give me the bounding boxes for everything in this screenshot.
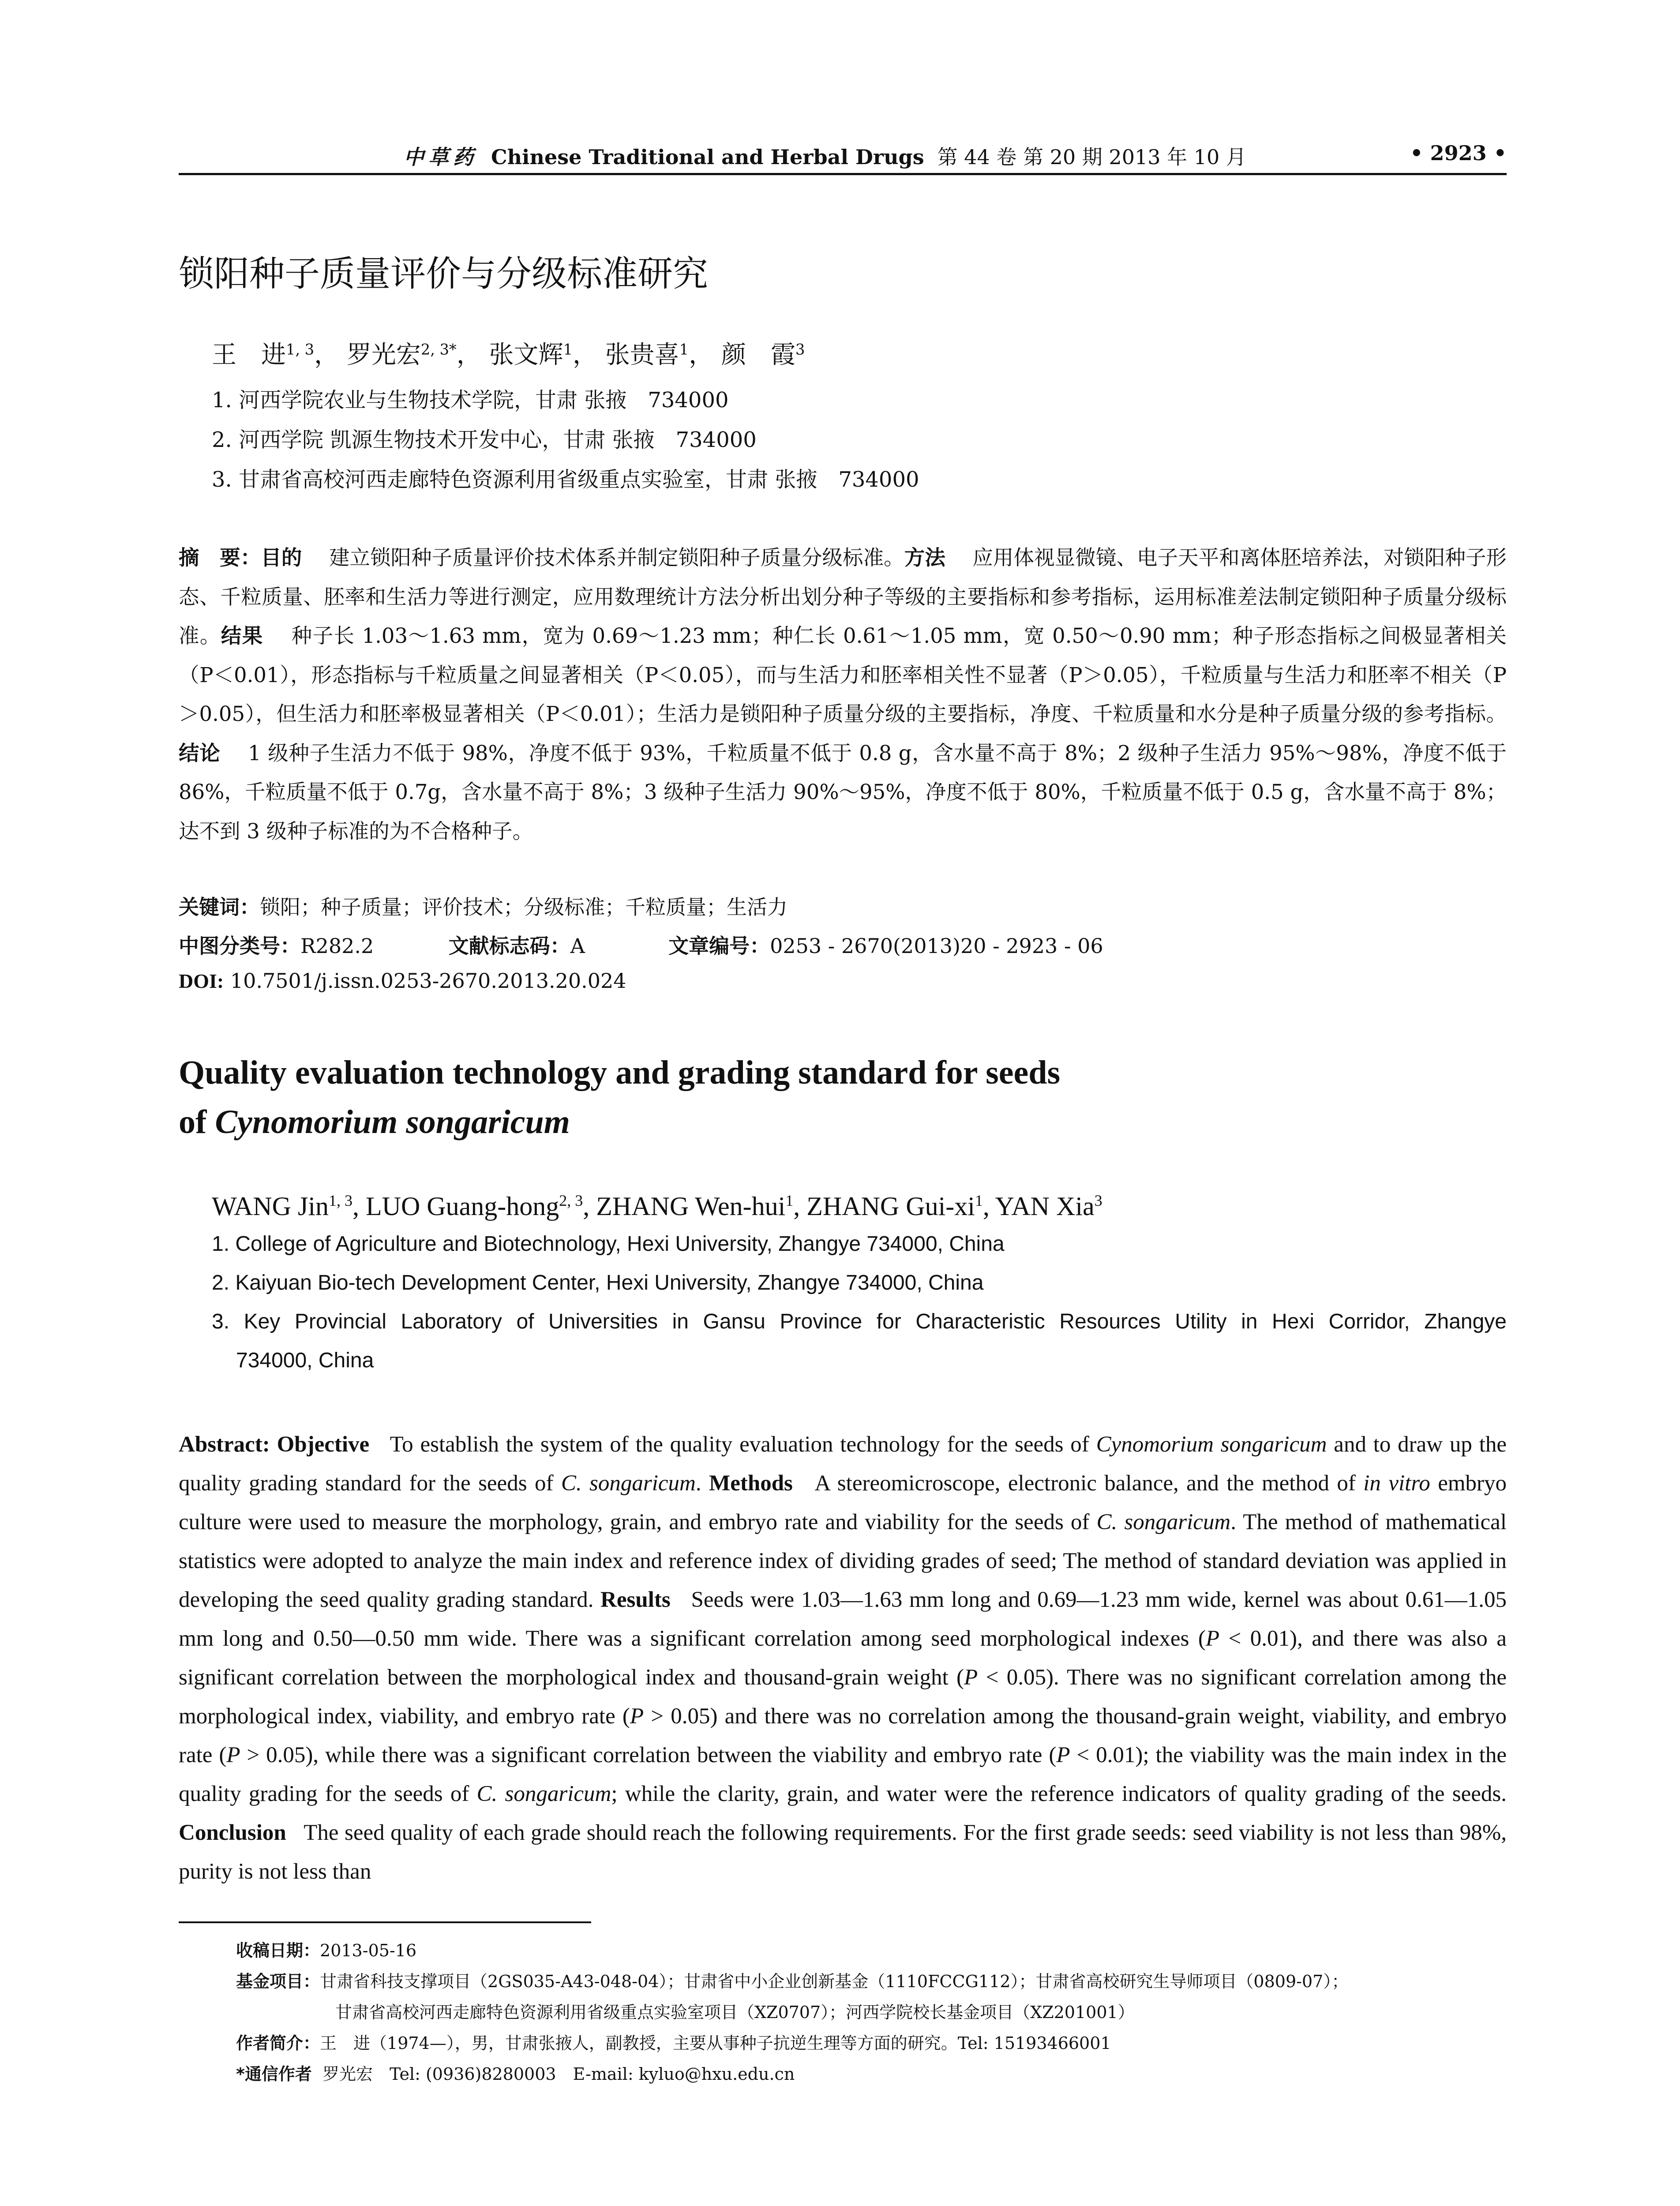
author-sup: 2, 3	[559, 1192, 583, 1209]
author-sup: 1	[563, 341, 573, 358]
conclusion-label-en: Conclusion	[179, 1820, 286, 1845]
doi-value[interactable]: 10.7501/j.issn.0253-2670.2013.20.024	[230, 969, 626, 993]
footnote-rule	[179, 1921, 591, 1923]
affiliation-en-2: 2. Kaiyuan Bio-tech Development Center, Hexi University, Zhangye 734000, China	[212, 1271, 984, 1294]
corresponding-label: *通信作者	[236, 2064, 312, 2084]
received-date: 2013-05-16	[320, 1941, 417, 1960]
author-en: ZHANG Wen-hui	[596, 1192, 786, 1221]
footnote-corresponding	[236, 2060, 795, 2085]
conclusion-label-cn: 结论	[179, 741, 221, 765]
bio-text: 王 进（1974—），男，甘肃张掖人，副教授，主要从事种子抗逆生理等方面的研究。Tel: 15193466001	[320, 2033, 1111, 2053]
abstract-cn-label: 摘 要：	[179, 546, 261, 570]
footnote-bio	[236, 2030, 1111, 2054]
affiliation-cn-2: 2. 河西学院 凯源生物技术开发中心，甘肃 张掖 734000	[212, 428, 757, 452]
author-sup: 3	[795, 341, 805, 358]
author-cn: 王 进	[212, 341, 286, 369]
title-en-line2: of Cynomorium songaricum	[179, 1103, 570, 1141]
journal-name-en: Chinese Traditional and Herbal Drugs	[491, 145, 924, 169]
abstract-en: Abstract: Objective To establish the system of the quality evaluation technology for the seeds of Cynomorium songaricum and to draw up the quality grading standard for the seeds of C. songaricum. Methods A stereomicroscope, electronic balance, and the method of in vitro embryo culture were used to measure the morphology, grain, and embryo rate and viability for the seeds of C. songaricum. The method of mathematical statistics were adopted to analyze the main index and reference index of dividing grades of seed; The method of standard deviation was applied in developing the seed quality grading standard. Results Seeds were 1.03—1.63 mm long and 0.69—1.23 mm wide, kernel was about 0.61—1.05 mm long and 0.50—0.50 mm wide. There was a significant correlation among seed morphological indexes (P < 0.01), and there was also a significant correlation between the morphological index and thousand-grain weight (P < 0.05). There was no significant correlation among the morphological index, viability, and embryo rate (P > 0.05) and there was no correlation among the thousand-grain weight, viability, and embryo rate (P > 0.05), while there was a significant correlation between the viability and embryo rate (P < 0.01); the viability was the main index in the quality grading for the seeds of C. songaricum; while the clarity, grain, and water were the reference indicators of quality grading of the seeds. Conclusion The seed quality of each grade should reach the following requirements. For the first grade seeds: seed viability is not less than 98%, purity is not less than	[179, 1432, 1507, 1884]
title-en	[179, 1048, 1060, 1147]
doi-line	[179, 969, 626, 993]
author-sup: 1, 3	[286, 341, 315, 358]
author-cn: 张文辉	[489, 341, 563, 369]
author-sup: 3	[1094, 1192, 1102, 1209]
page-number: • 2923 •	[1410, 141, 1507, 165]
conclusion-cn: 1 级种子生活力不低于 98%，净度不低于 93%，千粒质量不低于 0.8 g，含水量不高于 8%；2 级种子生活力 95%～98%，净度不低于 86%，千粒质量不低于 0.7g，含水量不高于 8%；3 级种子生活力 90%～95%，净度不低于 80%，千粒质量不低于 0.5 g，含水量不高于 8%；达不到 3 级种子标准的为不合格种子。	[179, 741, 1507, 843]
results-label-en: Results	[600, 1587, 671, 1612]
methods-cn: 应用体视显微镜、电子天平和离体胚培养法，对锁阳种子形态、千粒质量、胚率和生活力等进行测定，应用数理统计方法分析出划分种子等级的主要指标和参考指标，运用标准差法制定锁阳种子质量分级标准。	[179, 546, 1507, 648]
author-en: WANG Jin	[212, 1192, 329, 1221]
footnote-fund	[236, 1968, 1348, 1992]
title-cn: 锁阳种子质量评价与分级标准研究	[179, 253, 708, 294]
author-sup: 1	[975, 1192, 983, 1209]
affiliation-en-1: 1. College of Agriculture and Biotechnology, Hexi University, Zhangye 734000, China	[212, 1232, 1005, 1256]
author-sup: 2, 3*	[420, 341, 457, 358]
fund-text: 甘肃省科技支撑项目（2GS035-A43-048-04）；甘肃省中小企业创新基金（1110FCCG112）；甘肃省高校研究生导师项目（0809-07）；	[320, 1972, 1349, 1991]
objective-label-en: Objective	[277, 1432, 370, 1457]
corresponding-text: 罗光宏 Tel: (0936)8280003 E-mail: kyluo@hxu.edu.cn	[322, 2064, 795, 2084]
bio-label: 作者简介：	[236, 2033, 320, 2053]
keywords-label: 关键词：	[179, 895, 260, 919]
authors-cn: 王 进$^{1, 3}$， 罗光宏$^{2, 3*}$， 张文辉$^1$， 张贵喜$^1$， 颜 霞$^3$	[212, 341, 805, 369]
author-en: ZHANG Gui-xi	[806, 1192, 975, 1221]
journal-page	[179, 0, 1507, 2206]
doc-code-label: 文献标志码：	[448, 934, 570, 958]
affiliation-en-3-cont: 734000, China	[236, 1349, 374, 1372]
affiliation-cn-3: 3. 甘肃省高校河西走廊特色资源利用省级重点实验室，甘肃 张掖 734000	[212, 467, 919, 492]
methods-label-cn: 方法	[904, 546, 945, 570]
received-label: 收稿日期：	[236, 1941, 320, 1960]
doi-label: DOI:	[179, 970, 224, 992]
abstract-cn	[179, 538, 1507, 851]
results-cn: 种子长 1.03～1.63 mm，宽为 0.69～1.23 mm；种仁长 0.61～1.05 mm，宽 0.50～0.90 mm；种子形态指标之间极显著相关（P＜0.01），形态指标与千粒质量之间显著相关（P＜0.05），而与生活力和胚率相关性不显著（P＞0.05），千粒质量与生活力和胚率不相关（P＞0.05），但生活力和胚率极显著相关（P＜0.01）；生活力是锁阳种子质量分级的主要指标，净度、千粒质量和水分是种子质量分级的参考指标。	[179, 624, 1507, 726]
article-number-value: 0253 - 2670(2013)20 - 2923 - 06	[770, 934, 1103, 958]
keywords-value: 锁阳；种子质量；评价技术；分级标准；千粒质量；生活力	[260, 895, 788, 919]
objective-label-cn: 目的	[261, 546, 302, 570]
objective-cn: 建立锁阳种子质量评价技术体系并制定锁阳种子质量分级标准。	[329, 546, 904, 570]
volume-issue: 第 44 卷 第 20 期 2013 年 10 月	[937, 145, 1246, 169]
classification-line	[179, 930, 1103, 959]
results-label-cn: 结果	[221, 624, 263, 648]
keywords	[179, 891, 788, 920]
author-en: YAN Xia	[995, 1192, 1095, 1221]
author-cn: 颜 霞	[721, 341, 795, 369]
clc-label: 中图分类号：	[179, 934, 300, 958]
clc-value: R282.2	[300, 934, 374, 958]
article-number-label: 文章编号：	[668, 934, 770, 958]
author-sup: 1	[679, 341, 689, 358]
affiliation-cn-1: 1. 河西学院农业与生物技术学院，甘肃 张掖 734000	[212, 388, 729, 413]
author-en: LUO Guang-hong	[366, 1192, 559, 1221]
running-header	[179, 141, 1507, 176]
author-sup: 1	[785, 1192, 794, 1209]
species-name: Cynomorium songaricum	[215, 1103, 570, 1141]
footnote-fund-cont: 甘肃省高校河西走廊特色资源利用省级重点实验室项目（XZ0707）；河西学院校长基金项目（XZ201001）	[335, 2003, 1135, 2022]
title-en-line1: Quality evaluation technology and grading standard for seeds	[179, 1054, 1061, 1091]
fund-label: 基金项目：	[236, 1972, 320, 1991]
doc-code-value: A	[570, 934, 585, 958]
author-cn: 张贵喜	[605, 341, 679, 369]
methods-label-en: Methods	[709, 1471, 793, 1496]
header-rule	[179, 173, 1507, 175]
journal-name	[404, 141, 1246, 170]
affiliation-en-3: 3. Key Provincial Laboratory of Universities in Gansu Province for Characteristic Resources Utility in Hexi Corridor, Zhangye	[212, 1310, 1507, 1333]
abstract-en-label: Abstract:	[179, 1432, 277, 1457]
footnote-received	[236, 1937, 416, 1961]
author-sup: 1, 3	[329, 1192, 352, 1209]
author-cn: 罗光宏	[346, 341, 421, 369]
authors-en: WANG Jin$^{1, 3}$, LUO Guang-hong$^{2, 3}$, ZHANG Wen-hui$^1$, ZHANG Gui-$xi^1$, YAN Xia$^3$	[212, 1192, 1102, 1221]
journal-name-cn: 中草药	[404, 145, 478, 169]
